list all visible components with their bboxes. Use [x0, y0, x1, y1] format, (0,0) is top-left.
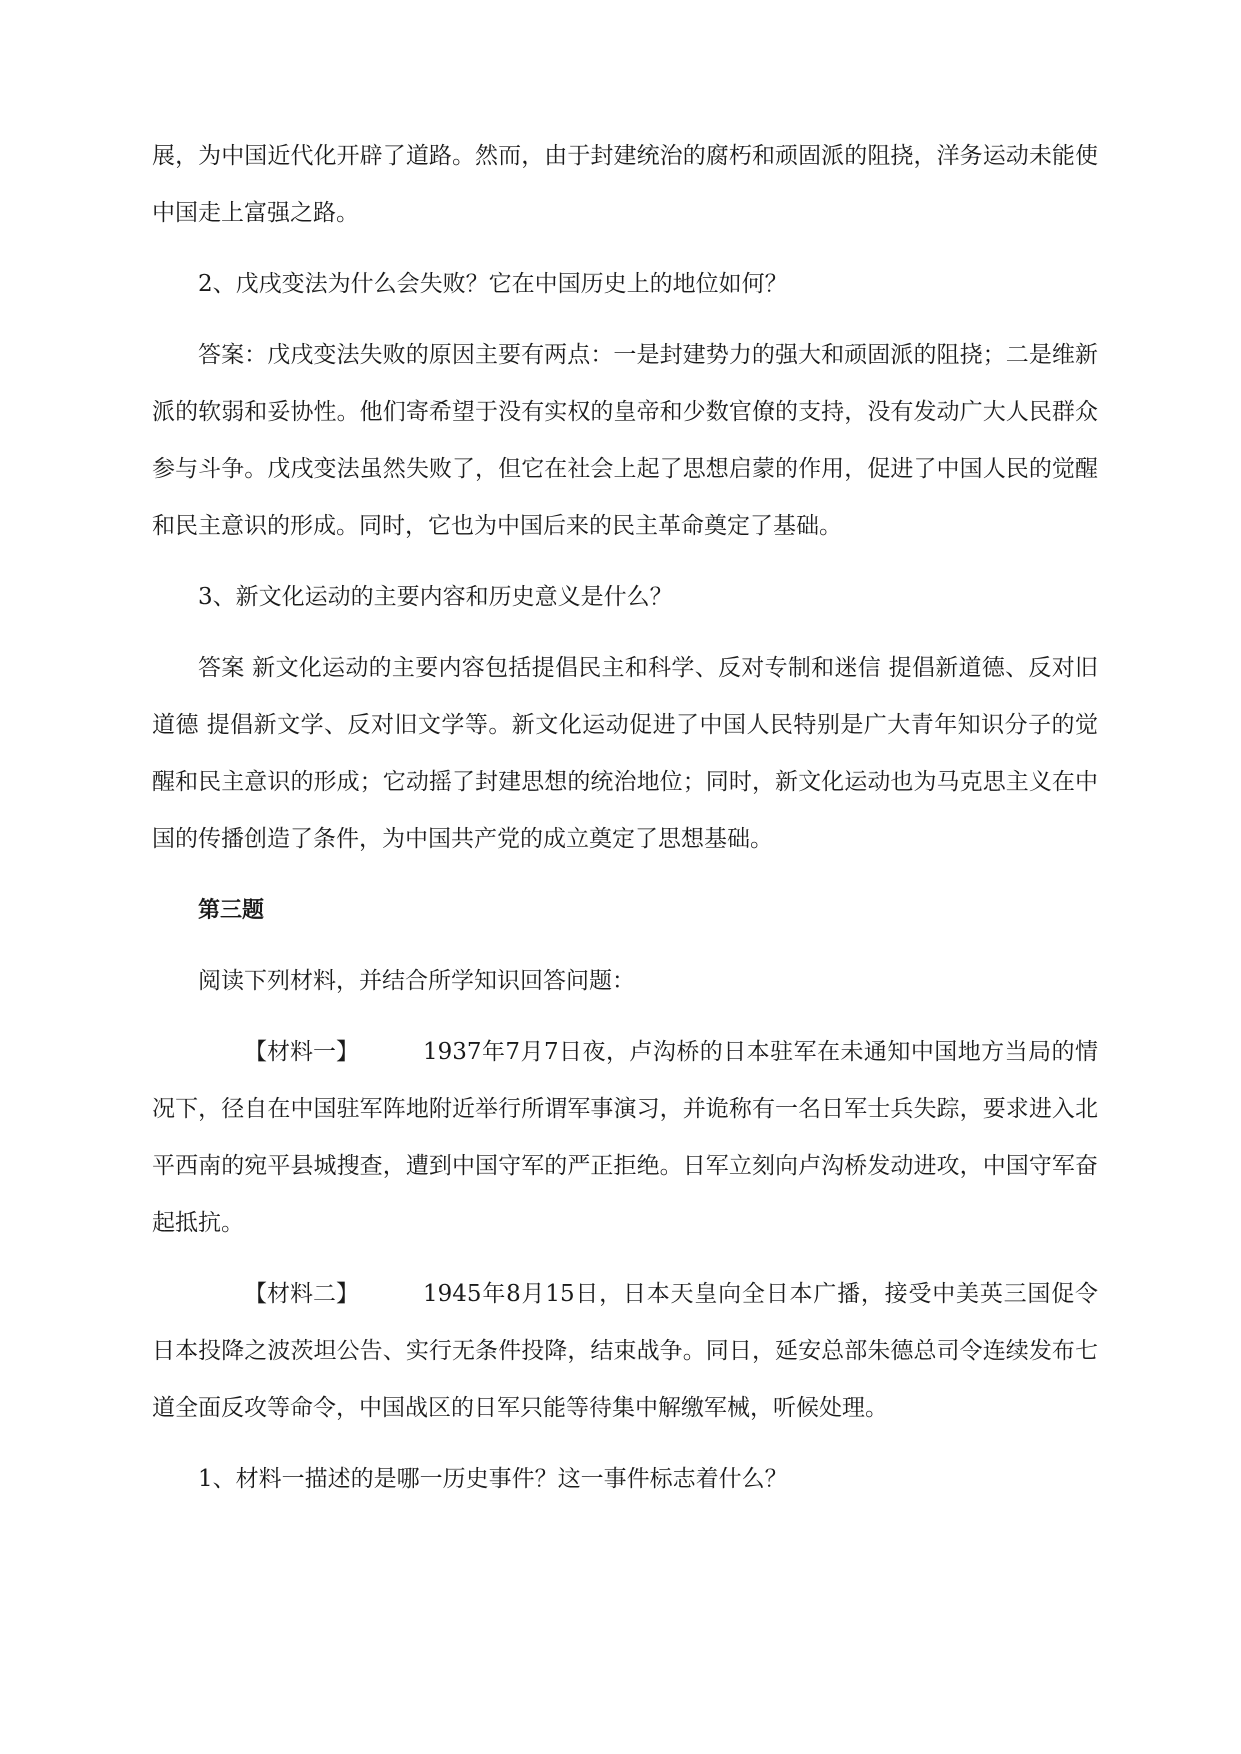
- question-3: 3、新文化运动的主要内容和历史意义是什么？: [198, 584, 673, 610]
- material-2-label: 【材料二】: [244, 1281, 359, 1307]
- material-1-label: 【材料一】: [244, 1039, 359, 1065]
- instruction: 阅读下列材料，并结合所学知识回答问题：: [198, 968, 635, 994]
- question-1: 1、材料一描述的是哪一历史事件？这一事件标志着什么？: [198, 1466, 788, 1492]
- material-2-text: 1945年8月15日，日本天皇向全日本广播，接受中美英三国促令日本投降之波茨坦公告、实行无条件投降，结束战争。同日，延安总部朱德总司令连续发布七道全面反攻等命令，中国战区的日军只能等待集中解缴军械，听候处理。: [152, 1281, 1098, 1421]
- paragraph-continued: 展，为中国近代化开辟了道路。然而，由于封建统治的腐朽和顽固派的阻挠，洋务运动未能使中国走上富强之路。: [152, 143, 1098, 226]
- question-2: 2、戊戌变法为什么会失败？它在中国历史上的地位如何？: [198, 271, 788, 297]
- material-2: [152, 1266, 1098, 1437]
- answer-2: 答案：戊戌变法失败的原因主要有两点：一是封建势力的强大和顽固派的阻挠；二是维新派的软弱和妥协性。他们寄希望于没有实权的皇帝和少数官僚的支持，没有发动广大人民群众参与斗争。戊戌变法虽然失败了，但它在社会上起了思想启蒙的作用，促进了中国人民的觉醒和民主意识的形成。同时，它也为中国后来的民主革命奠定了基础。: [152, 342, 1098, 539]
- answer-3: 答案 新文化运动的主要内容包括提倡民主和科学、反对专制和迷信 提倡新道德、反对旧道德 提倡新文学、反对旧文学等。新文化运动促进了中国人民特别是广大青年知识分子的觉醒和民主意识的形成；它动摇了封建思想的统治地位；同时，新文化运动也为马克思主义在中国的传播创造了条件，为中国共产党的成立奠定了思想基础。: [152, 655, 1098, 852]
- section-heading: 第三题: [198, 898, 265, 923]
- material-1: [152, 1024, 1098, 1252]
- material-1-text: 1937年7月7日夜，卢沟桥的日本驻军在未通知中国地方当局的情况下，径自在中国驻军阵地附近举行所谓军事演习，并诡称有一名日军士兵失踪，要求进入北平西南的宛平县城搜查，遭到中国守军的严正拒绝。日军立刻向卢沟桥发动进攻，中国守军奋起抵抗。: [152, 1039, 1098, 1236]
- document-page: [152, 128, 1098, 1522]
